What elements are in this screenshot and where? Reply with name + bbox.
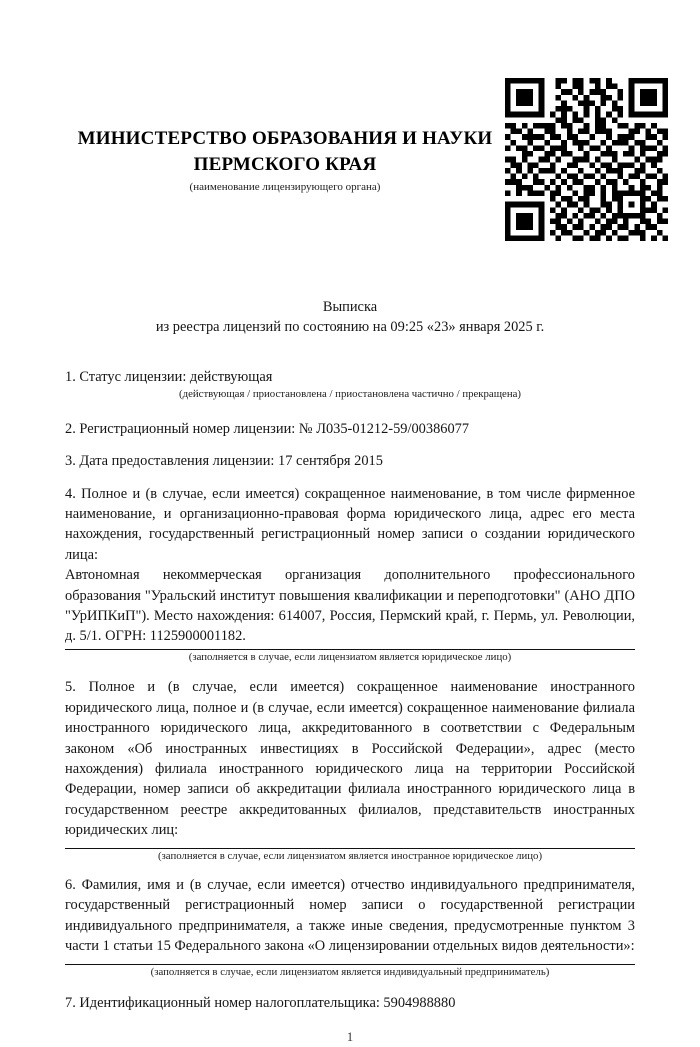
qr-code-svg bbox=[505, 78, 668, 241]
license-status-text: 1. Статус лицензии: действующая bbox=[65, 368, 273, 385]
authority-name-line1: МИНИСТЕРСТВО ОБРАЗОВАНИЯ И НАУКИ bbox=[77, 128, 493, 149]
item-legal-entity bbox=[65, 484, 635, 665]
license-date-text: 3. Дата предоставления лицензии: 17 сентября 2015 bbox=[65, 453, 383, 470]
document-title-line2: из реестра лицензий по состоянию на 09:25 «23» января 2025 г. bbox=[155, 319, 545, 336]
item-taxpayer-number bbox=[65, 993, 635, 1013]
item-license-status bbox=[65, 367, 635, 402]
foreign-entity-fill-line bbox=[65, 848, 635, 849]
legal-entity-label: 4. Полное и (в случае, если имеется) сокращенное наименование, в том числе фирменное наименование, и организационно-правовая форма юридического лица, адрес его места нахождения, государственный регистрационный номер записи о создании юридического лица: bbox=[65, 485, 635, 563]
document-body bbox=[65, 367, 635, 1014]
legal-entity-value: Автономная некоммерческая организация дополнительного профессионального образования "Уральский институт повышения квалификации и переподготовки" (АНО ДПО "УрИПКиП"). Место нахождения: 614007, Россия, Пермский край, г. Пермь, ул. Революции, д. 5/1. ОГРН: 1125900001182. bbox=[65, 567, 635, 645]
authority-name-line2: ПЕРМСКОГО КРАЯ bbox=[193, 154, 377, 175]
entrepreneur-label: 6. Фамилия, имя и (в случае, если имеется) отчество индивидуального предпринимателя, государственный регистрационный номер записи о государственной регистрации индивидуального предпринимателя, а также иные сведения, предусмотренные пунктом 3 части 1 статьи 15 Федерального закона «О лицензировании отдельных видов деятельности»: bbox=[65, 877, 635, 955]
qr-code bbox=[505, 78, 668, 241]
foreign-entity-label: 5. Полное и (в случае, если имеется) сокращенное наименование иностранного юридического лица, полное и (в случае, если имеется) сокращенное наименование филиала иностранного юридического лица, аккредитованного в соответствии с Федеральным законом «Об иностранных инвестициях в Российской Федерации», адрес (место нахождения) филиала иностранного юридического лица на территории Российской Федерации, номер записи об аккредитации филиала иностранного юридического лица в государственном реестре аккредитованных филиалов, представительств иностранных юридических лиц: bbox=[65, 679, 635, 839]
document-title-line1: Выписка bbox=[322, 299, 378, 315]
item-foreign-entity bbox=[65, 677, 635, 863]
document-title bbox=[65, 297, 635, 338]
entrepreneur-fill-line bbox=[65, 964, 635, 965]
taxpayer-number-text: 7. Идентификационный номер налогоплательщика: 5904988880 bbox=[65, 995, 456, 1012]
entrepreneur-note: (заполняется в случае, если лицензиатом является индивидуальный предприниматель) bbox=[150, 965, 550, 978]
item-license-date bbox=[65, 451, 635, 471]
registration-number-text: 2. Регистрационный номер лицензии: № Л035-01212-59/00386077 bbox=[65, 420, 470, 437]
item-registration-number bbox=[65, 419, 635, 439]
license-status-note: (действующая / приостановлена / приостановлена частично / прекращена) bbox=[179, 388, 521, 401]
legal-entity-fill-line bbox=[65, 649, 635, 650]
authority-caption: (наименование лицензирующего органа) bbox=[189, 181, 381, 193]
legal-entity-note: (заполняется в случае, если лицензиатом является юридическое лицо) bbox=[188, 650, 512, 663]
licensing-authority-block bbox=[65, 126, 505, 194]
item-individual-entrepreneur bbox=[65, 875, 635, 979]
document-header bbox=[65, 78, 668, 241]
foreign-entity-note: (заполняется в случае, если лицензиатом является иностранное юридическое лицо) bbox=[157, 849, 543, 862]
page-number: 1 bbox=[346, 1029, 354, 1044]
